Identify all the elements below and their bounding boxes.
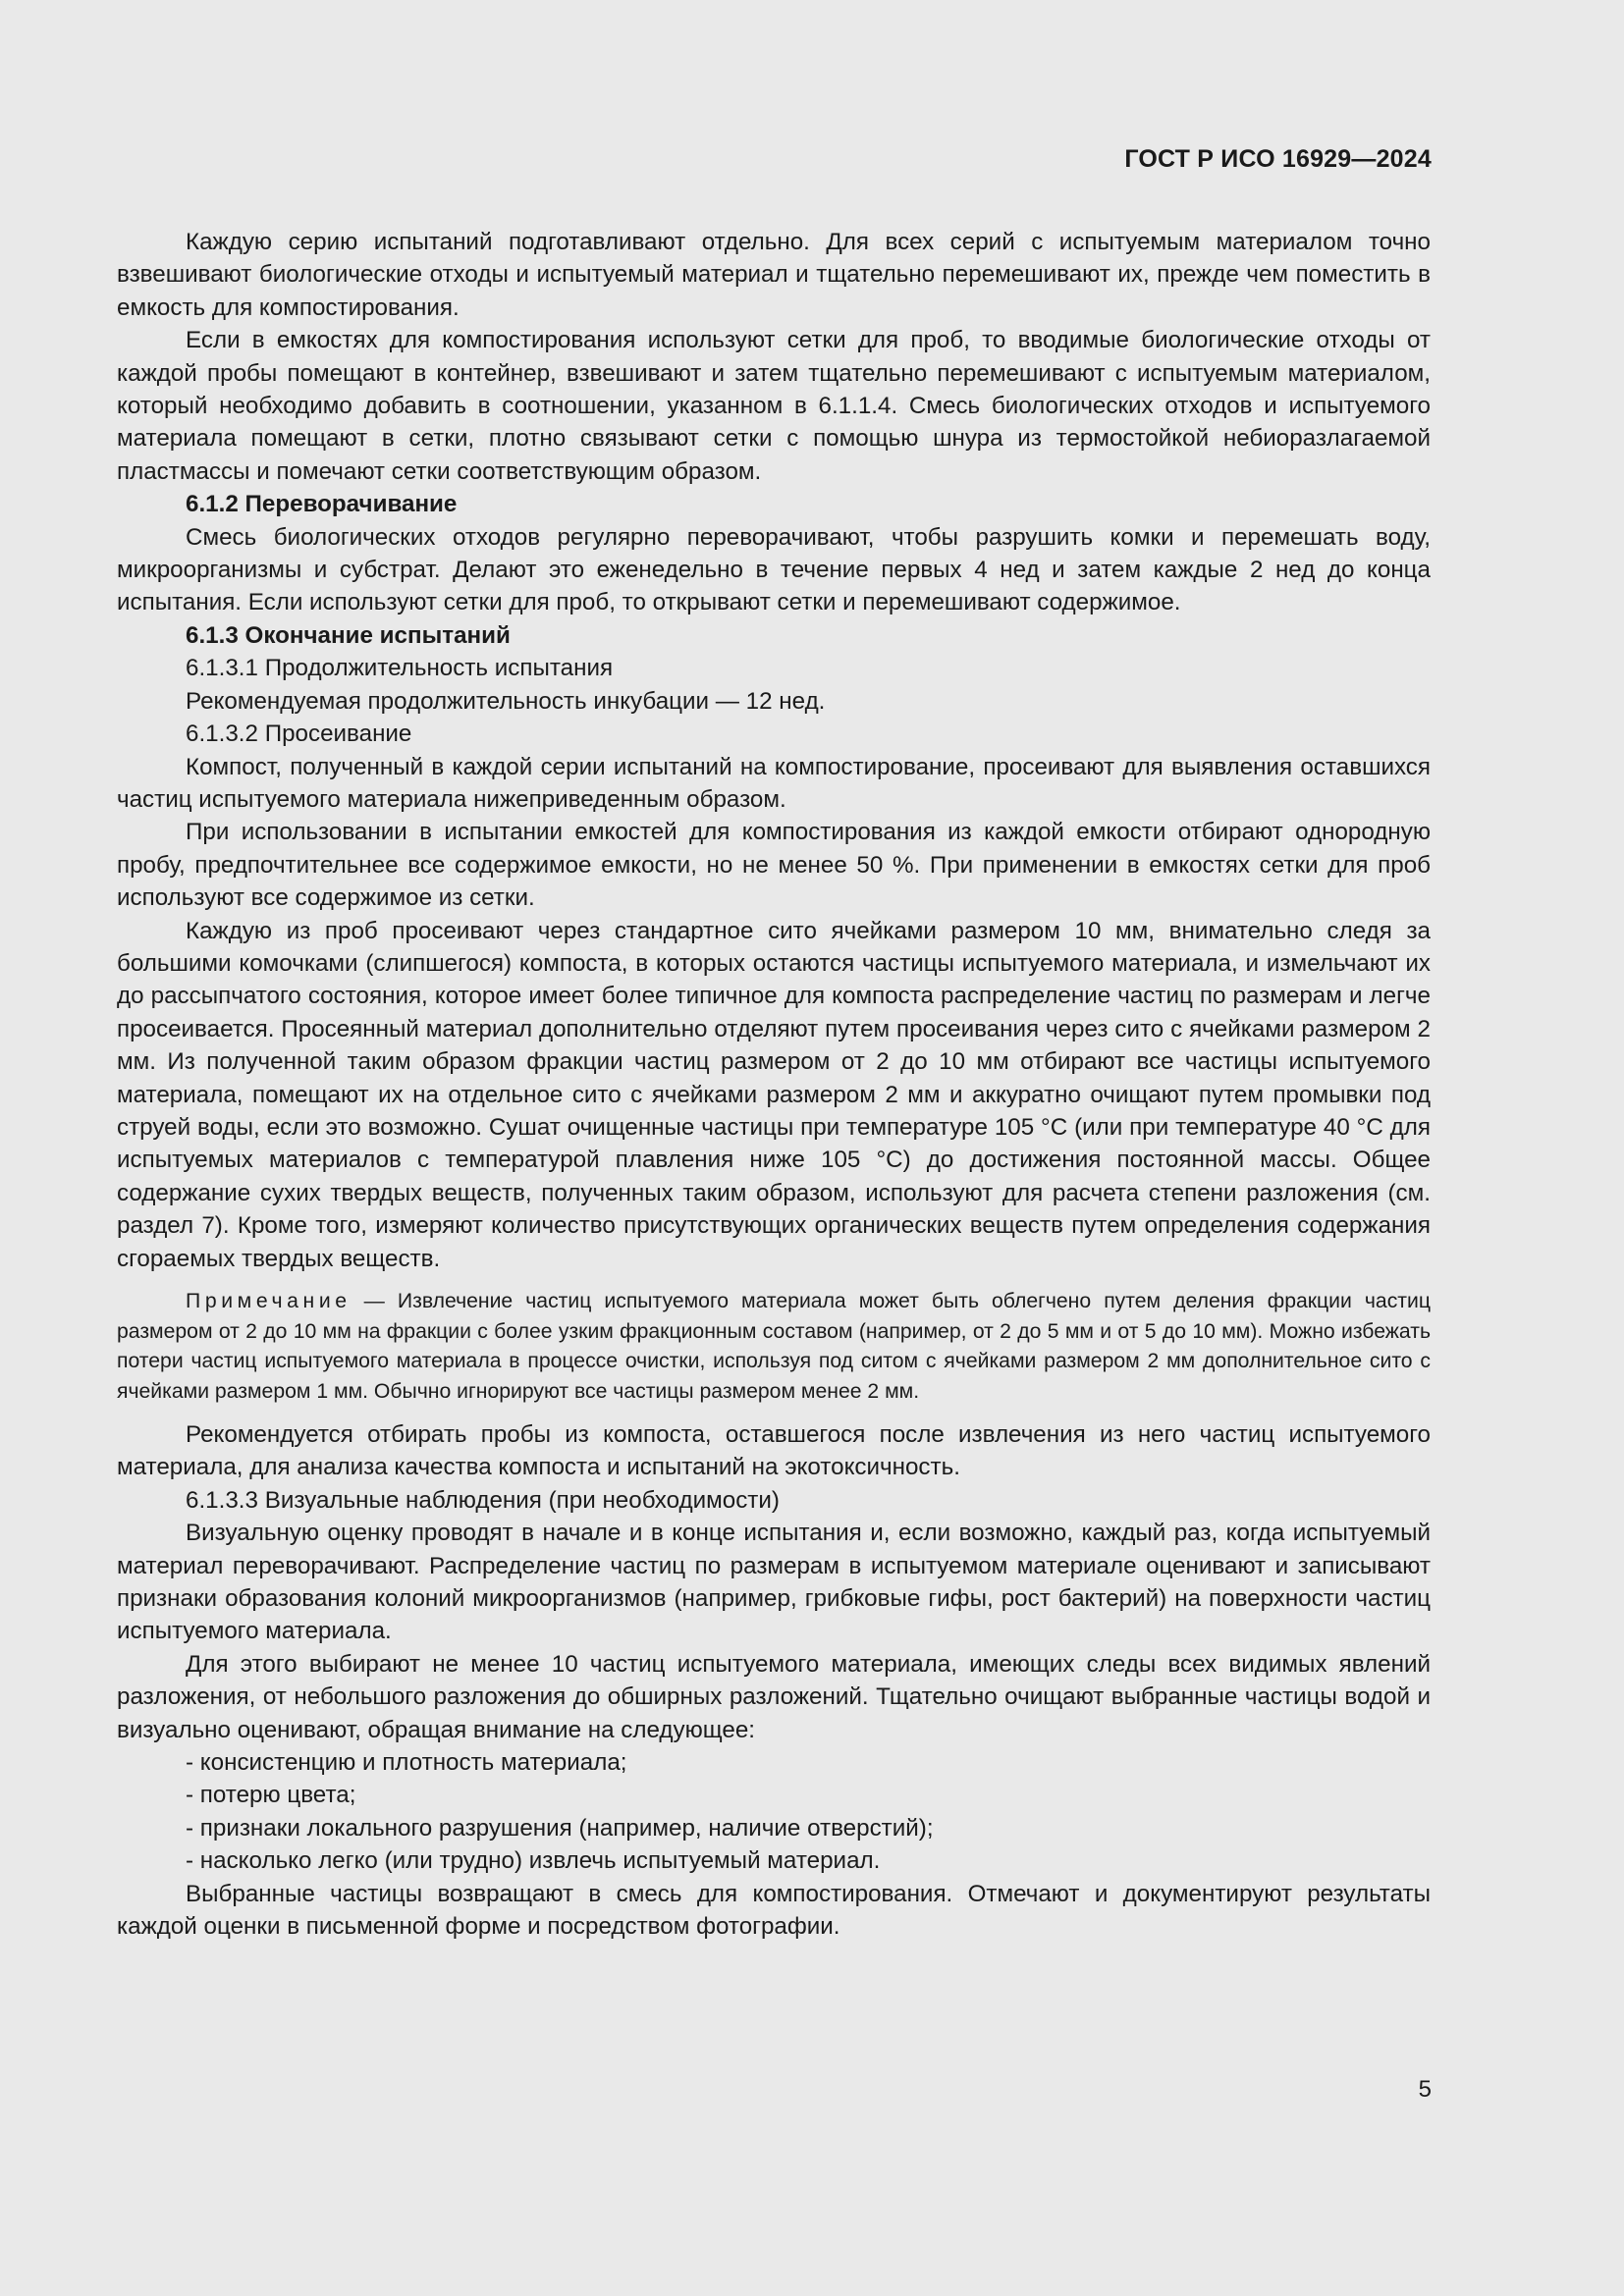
section-heading: 6.1.3 Окончание испытаний: [186, 621, 511, 649]
paragraph: Визуальную оценку проводят в начале и в конце испытания и, если возможно, каждый раз, когда испытуемый материал переворачивают. Распределение частиц по размерам в испытуемом материале оценивают и записывают признаки образования колоний микроорганизмов (например, грибковые гифы, рост бактерий) на поверхности частиц испытуемого материала.: [117, 1520, 1431, 1645]
subsection-heading: 6.1.3.3 Визуальные наблюдения (при необходимости): [186, 1486, 780, 1514]
subsection-heading: 6.1.3.2 Просеивание: [186, 721, 412, 748]
paragraph: Компост, полученный в каждой серии испытаний на компостирование, просеивают для выявления оставшихся частиц испытуемого материала нижеприведенным образом.: [117, 753, 1431, 813]
list-item: - консистенцию и плотность материала;: [186, 1749, 627, 1777]
note-label: Примечание: [186, 1290, 352, 1312]
paragraph: Рекомендуемая продолжительность инкубации — 12 нед.: [186, 687, 826, 715]
paragraph: Смесь биологических отходов регулярно переворачивают, чтобы разрушить комки и перемешать воду, микроорганизмы и субстрат. Делают это еженедельно в течение первых 4 нед и затем каждые 2 нед до конца испытания. Если используют сетки для проб, то открывают сетки и перемешивают содержимое.: [117, 523, 1431, 616]
list-item: - потерю цвета;: [186, 1782, 356, 1809]
note: [117, 1287, 1431, 1407]
document-body: [117, 226, 1431, 1944]
list-item: - признаки локального разрушения (например, наличие отверстий);: [186, 1814, 934, 1842]
paragraph: Каждую из проб просеивают через стандартное сито ячейками размером 10 мм, внимательно следя за большими комочками (слипшегося) компоста, в которых остаются частицы испытуемого материала, и измельчают их до рассыпчатого состояния, которое имеет более типичное для компоста распределение частиц по размерам и легче просеивается. Просеянный материал дополнительно отделяют путем просеивания через сито с ячейками размером 2 мм. Из полученной таким образом фракции частиц размером от 2 до 10 мм отбирают все частицы испытуемого материала, помещают их на отдельное сито с ячейками размером 2 мм и аккуратно очищают путем промывки под струей воды, если это возможно. Сушат очищенные частицы при температуре 105 °С (или при температуре 40 °С для испытуемых материалов с температурой плавления ниже 105 °С) до достижения постоянной массы. Общее содержание сухих твердых веществ, полученных таким образом, используют для расчета степени разложения (см. раздел 7). Кроме того, измеряют количество присутствующих органических веществ путем определения содержания сгораемых твердых веществ.: [117, 917, 1431, 1272]
paragraph: Каждую серию испытаний подготавливают отдельно. Для всех серий с испытуемым материалом точно взвешивают биологические отходы и испытуемый материал и тщательно перемешивают их, прежде чем поместить в емкость для компостирования.: [117, 229, 1431, 321]
paragraph: Выбранные частицы возвращают в смесь для компостирования. Отмечают и документируют результаты каждой оценки в письменной форме и посредством фотографии.: [117, 1880, 1431, 1941]
page-number: 5: [1418, 2076, 1432, 2103]
note-text: — Извлечение частиц испытуемого материала может быть облегчено путем деления фракции частиц размером от 2 до 10 мм на фракции с более узким фракционным составом (например, от 2 до 5 мм и от 5 до 10 мм). Можно избежать потери частиц испытуемого материала в процессе очистки, используя под ситом с ячейками размером 2 мм дополнительное сито с ячейками размером 1 мм. Обычно игнорируют все частицы размером менее 2 мм.: [117, 1290, 1431, 1403]
list-item: - насколько легко (или трудно) извлечь испытуемый материал.: [186, 1847, 881, 1875]
paragraph: Если в емкостях для компостирования используют сетки для проб, то вводимые биологические отходы от каждой пробы помещают в контейнер, взвешивают и затем тщательно перемешивают с испытуемым материалом, который необходимо добавить в соотношении, указанном в 6.1.1.4. Смесь биологических отходов и испытуемого материала помещают в сетки, плотно связывают сетки с помощью шнура из термостойкой небиоразлагаемой пластмассы и помечают сетки соответствующим образом.: [117, 327, 1431, 485]
paragraph: Рекомендуется отбирать пробы из компоста, оставшегося после извлечения из него частиц испытуемого материала, для анализа качества компоста и испытаний на экотоксичность.: [117, 1421, 1431, 1481]
document-header: ГОСТ Р ИСО 16929—2024: [1124, 145, 1432, 173]
subsection-heading: 6.1.3.1 Продолжительность испытания: [186, 655, 614, 682]
paragraph: При использовании в испытании емкостей для компостирования из каждой емкости отбирают однородную пробу, предпочтительнее все содержимое емкости, но не менее 50 %. При применении в емкостях сетки для проб используют все содержимое из сетки.: [117, 819, 1431, 912]
section-heading: 6.1.2 Переворачивание: [186, 491, 458, 518]
paragraph: Для этого выбирают не менее 10 частиц испытуемого материала, имеющих следы всех видимых явлений разложения, от небольшого разложения до обширных разложений. Тщательно очищают выбранные частицы водой и визуально оценивают, обращая внимание на следующее:: [117, 1650, 1431, 1743]
